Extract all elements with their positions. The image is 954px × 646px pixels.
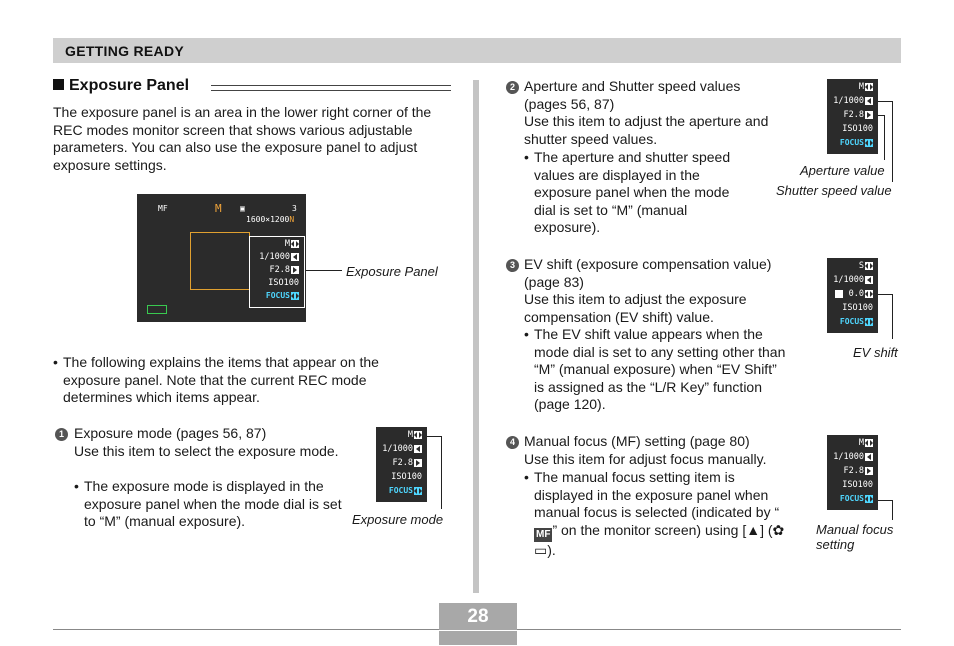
page-number-tab: [439, 631, 517, 645]
item3-body: Use this item to adjust the exposure compensation (EV shift) value.: [524, 291, 747, 325]
item4-heading: Manual focus (MF) setting (page 80): [524, 433, 750, 449]
item-number-4: 4: [506, 436, 519, 449]
intro-paragraph: The exposure panel is an area in the lower right corner of the REC modes monitor screen that shows various adjustable parameters. You can also use the exposure panel to adjust exposure settings.: [53, 104, 432, 173]
title-rule: [211, 85, 451, 91]
bullet-dot: •: [524, 149, 529, 165]
macro-icon: ✿: [772, 521, 785, 538]
header-bar: [53, 38, 901, 63]
item2-heading: Aperture and Shutter speed values (pages 56, 87): [524, 78, 741, 112]
header-title: GETTING READY: [65, 43, 185, 59]
bullet-dot: •: [524, 469, 529, 485]
item1-body: Use this item to select the exposure mode.: [74, 443, 339, 459]
infinity-icon: ▭: [534, 541, 548, 558]
mf-icon: MF: [536, 528, 551, 540]
leader-line: [892, 101, 893, 182]
item4-body: Use this item for adjust focus manually.: [524, 451, 767, 467]
exposure-panel-caption: Exposure Panel: [346, 264, 438, 279]
item3-heading: EV shift (exposure compensation value) (page 83): [524, 256, 772, 290]
item1-heading: Exposure mode (pages 56, 87): [74, 425, 267, 441]
monitor-count: 3: [292, 204, 297, 213]
monitor-mf: MF: [158, 204, 168, 213]
leader-line: [892, 500, 893, 520]
ev-shift-icon: [835, 290, 843, 298]
exposure-panel-box: M 1/1000 F2.8 ISO100 FOCUS: [249, 236, 305, 308]
monitor-size: 1600×1200N: [246, 215, 295, 224]
exposure-panel-thumb-1: M 1/1000 F2.8 ISO100 FOCUS: [376, 427, 427, 502]
exposure-panel-thumb-4: M 1/1000 F2.8 ISO100 FOCUS: [827, 435, 878, 510]
leader-line: [427, 436, 442, 437]
manual-focus-caption: Manual focus setting: [816, 522, 894, 552]
leader-line: [878, 500, 893, 501]
section-title-text: Exposure Panel: [69, 77, 190, 94]
leader-line: [892, 294, 893, 339]
item2-bullet: The aperture and shutter speed values are displayed in the exposure panel when the mode dial is set to “M” (manual exposure).: [534, 149, 731, 236]
bullet-dot: •: [53, 354, 58, 370]
section-title: [53, 77, 189, 95]
battery-icon: [147, 305, 167, 314]
bullet-intro: The following explains the items that appear on the exposure panel. Note that the current REC mode determines which items appear.: [63, 354, 379, 406]
bullet-dot: •: [74, 478, 79, 494]
monitor-mode: M: [215, 202, 222, 215]
focus-frame: [190, 232, 250, 290]
exposure-panel-thumb-2: M 1/1000 F2.8 ISO100 FOCUS: [827, 79, 878, 154]
column-divider: [473, 80, 479, 593]
item-number-2: 2: [506, 81, 519, 94]
leader-line: [306, 270, 342, 271]
leader-line: [441, 436, 442, 509]
item2-body: Use this item to adjust the aperture and shutter speed values.: [524, 113, 769, 147]
monitor-quality-icon: ▣: [240, 204, 245, 213]
shutter-speed-caption: Shutter speed value: [776, 183, 892, 198]
item4-bullet: The manual focus setting item is displayed in the exposure panel when manual focus is selected (indicated by “MF ” on the monitor screen) using [▲] (✿ ▭).: [534, 469, 785, 558]
leader-line: [878, 294, 893, 295]
page-number: 28: [439, 603, 517, 630]
ev-shift-caption: EV shift: [853, 345, 898, 360]
item3-bullet: The EV shift value appears when the mode dial is set to any setting other than “M” (manual exposure) when “EV Shift” is assigned as the “L/R Key” function (page 120).: [534, 326, 786, 413]
leader-line: [878, 101, 892, 102]
item-number-1: 1: [55, 428, 68, 441]
exposure-mode-caption: Exposure mode: [352, 512, 444, 527]
aperture-value-caption: Aperture value: [800, 163, 885, 178]
exposure-panel-thumb-3: S 1/1000 0.0 ISO100 FOCUS: [827, 258, 878, 333]
bullet-dot: •: [524, 326, 529, 342]
monitor-screen: [137, 194, 306, 322]
square-bullet-icon: [53, 79, 64, 90]
item-number-3: 3: [506, 259, 519, 272]
item1-bullet: The exposure mode is displayed in the exposure panel when the mode dial is set to “M” (manual exposure).: [84, 478, 342, 530]
leader-line: [884, 115, 885, 160]
